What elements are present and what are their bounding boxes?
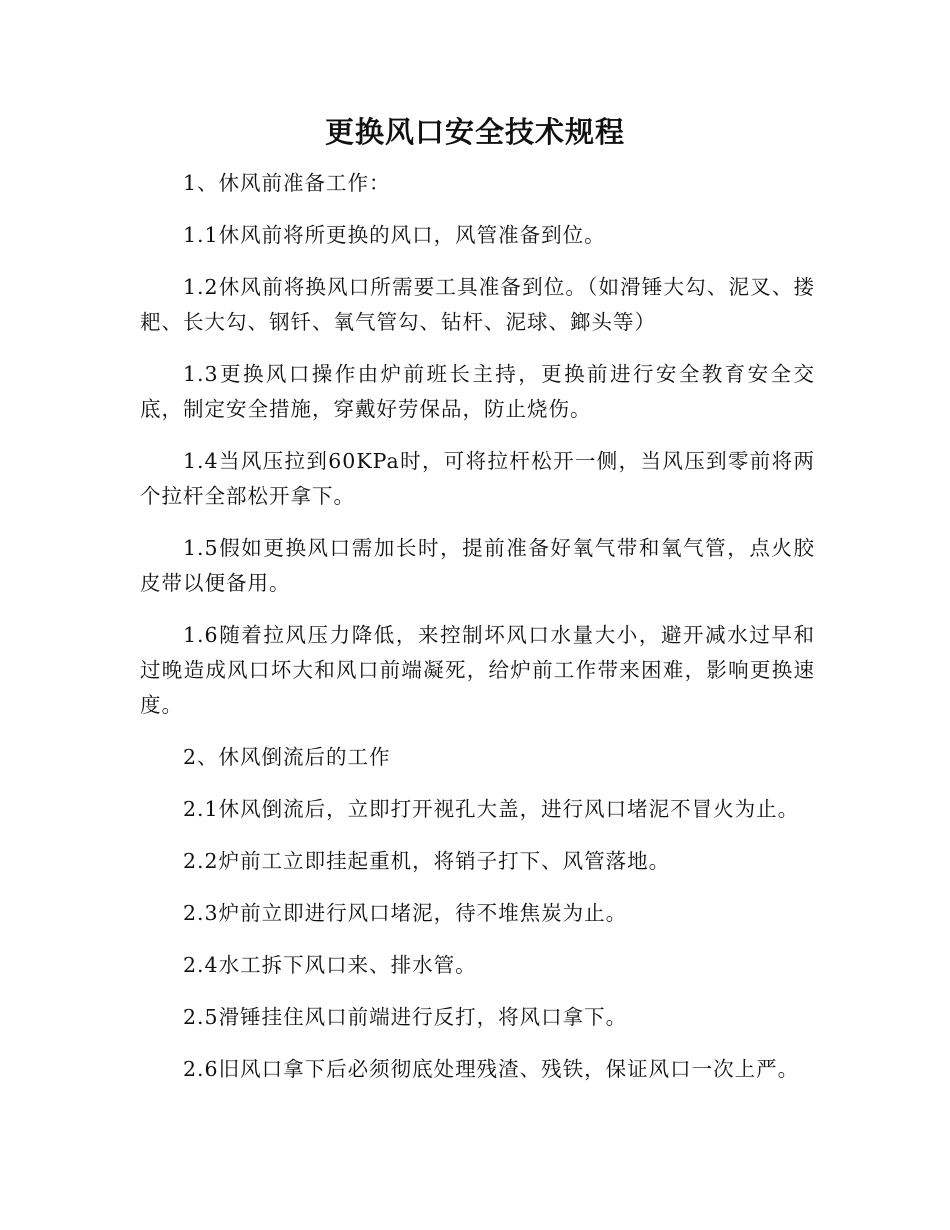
paragraph-2-2: 2.2炉前工立即挂起重机，将销子打下、风管落地。 (183, 849, 671, 873)
paragraph-1-1: 1.1休风前将所更换的风口，风管准备到位。 (183, 223, 606, 247)
paragraph-2-5: 2.5滑锤挂住风口前端进行反打，将风口拿下。 (183, 1005, 628, 1029)
document-body (140, 166, 815, 1104)
paragraph-1-4: 1.4当风压拉到60KPa时，可将拉杆松开一侧，当风压到零前将两个拉杆全部松开拿下。 (140, 449, 815, 508)
paragraph-1-6: 1.6随着拉风压力降低，来控制坏风口水量大小，避开减水过早和过晚造成风口坏大和风口前端凝死，给炉前工作带来困难，影响更换速度。 (140, 623, 815, 717)
section-heading-1: 1、休风前准备工作： (183, 171, 391, 195)
section-heading-2: 2、休风倒流后的工作 (183, 745, 391, 769)
paragraph-1-2: 1.2休风前将换风口所需要工具准备到位。（如滑锤大勾、泥叉、搂耙、长大勾、钢钎、氧气管勾、钻杆、泥球、鎯头等） (140, 275, 815, 334)
paragraph-2-1: 2.1休风倒流后，立即打开视孔大盖，进行风口堵泥不冒火为止。 (183, 797, 800, 821)
page-title: 更换风口安全技术规程 (324, 115, 625, 149)
paragraph-1-5: 1.5假如更换风口需加长时，提前准备好氧气带和氧气管，点火胶皮带以便备用。 (140, 536, 815, 595)
paragraph-2-4: 2.4水工拆下风口来、排水管。 (183, 953, 477, 977)
paragraph-2-3: 2.3炉前立即进行风口堵泥，待不堆焦炭为止。 (183, 901, 628, 925)
paragraph-1-3: 1.3更换风口操作由炉前班长主持，更换前进行安全教育安全交底，制定安全措施，穿戴好劳保品，防止烧伤。 (140, 362, 815, 421)
paragraph-2-6: 2.6旧风口拿下后必须彻底处理残渣、残铁，保证风口一次上严。 (183, 1057, 800, 1081)
